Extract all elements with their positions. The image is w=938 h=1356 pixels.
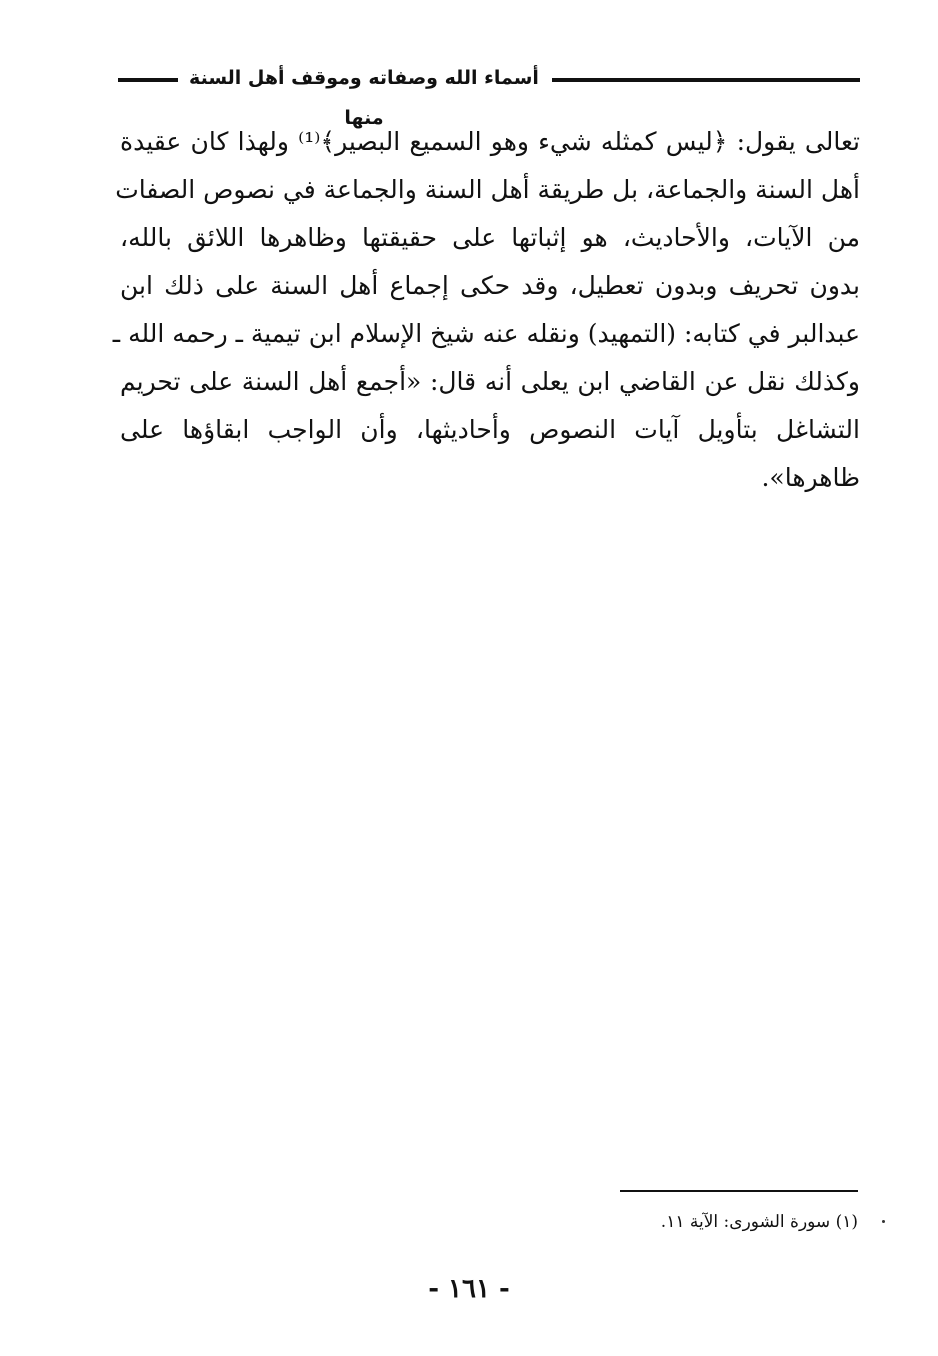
footnote-rule	[620, 1190, 858, 1192]
text-line: عبدالبر في كتابه: (التمهيد) ونقله عنه شيخ الإسلام ابن تيمية ـ رحمه الله ـ	[112, 319, 860, 348]
page-number: - ١٦١ -	[428, 1274, 510, 1304]
header-rule-right	[552, 78, 860, 82]
text-line: بدون تحريف وبدون تعطيل، وقد حكى إجماع أهل السنة على ذلك ابن	[120, 271, 860, 300]
margin-dot	[882, 1220, 885, 1223]
running-header	[118, 58, 860, 129]
text-line: أهل السنة والجماعة، بل طريقة أهل السنة والجماعة في نصوص الصفات	[115, 175, 860, 204]
text-line: وكذلك نقل عن القاضي ابن يعلى أنه قال: «أجمع أهل السنة على تحريم	[120, 367, 860, 396]
text-line: تعالى يقول: ﴿ليس كمثله شيء وهو السميع البصير﴾⁽¹⁾ ولهذا كان عقيدة	[120, 127, 861, 156]
footnote: (١) سورة الشورى: الآية ١١.	[660, 1212, 858, 1232]
body-paragraph	[112, 118, 861, 502]
header-title: أسماء الله وصفاته وموقف أهل السنة منها	[189, 67, 539, 129]
text-line: ظاهرها».	[761, 463, 860, 492]
text-line: من الآيات، والأحاديث، هو إثباتها على حقيقتها وظاهرها اللائق بالله،	[120, 223, 860, 252]
header-rule-left	[118, 78, 178, 82]
text-line: التشاغل بتأويل آيات النصوص وأحاديثها، وأن الواجب ابقاؤها على	[120, 415, 860, 444]
